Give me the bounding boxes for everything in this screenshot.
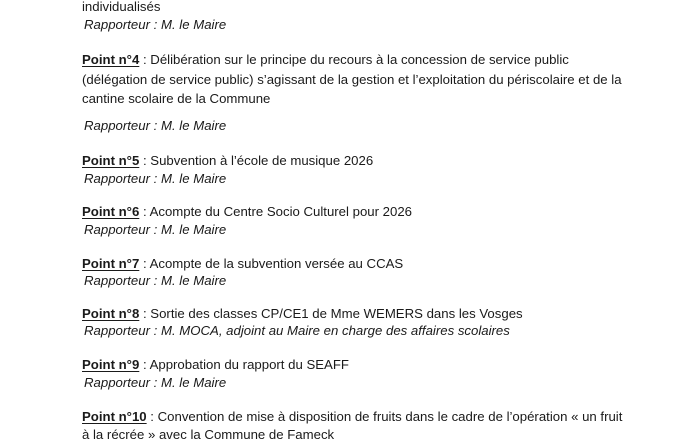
point-text: Convention de mise à disposition de fruits dans le cadre de l’opération « un fruit: [157, 409, 623, 424]
agenda-item-8: [82, 305, 523, 322]
agenda-item-4: [82, 51, 569, 68]
rapporteur-previous: Rapporteur : M. le Maire: [84, 17, 227, 32]
previous-item-text: individualisés: [82, 0, 161, 14]
point-text: Acompte de la subvention versée au CCAS: [149, 256, 404, 271]
point-label: Point n°10: [82, 409, 147, 424]
point-label: Point n°7: [82, 256, 140, 271]
rapporteur-4: Rapporteur : M. le Maire: [84, 118, 227, 133]
rapporteur-8: Rapporteur : M. MOCA, adjoint au Maire en charge des affaires scolaires: [84, 323, 510, 338]
point-separator: :: [146, 409, 158, 424]
point-text: Approbation du rapport du SEAFF: [149, 357, 349, 372]
point-text: Délibération sur le principe du recours à la concession de service public: [150, 52, 569, 67]
point-text: Subvention à l’école de musique 2026: [150, 153, 374, 168]
point-label: Point n°9: [82, 357, 140, 372]
point-separator: :: [139, 306, 151, 321]
point-text: Acompte du Centre Socio Culturel pour 2026: [149, 204, 412, 219]
point-label: Point n°8: [82, 306, 140, 321]
rapporteur-6: Rapporteur : M. le Maire: [84, 222, 227, 237]
point-label: Point n°6: [82, 204, 140, 219]
agenda-item-4-line-2: (délégation de service public) s’agissant de la gestion et l’exploitation du périscolaire et de la: [82, 72, 622, 87]
agenda-item-5: [82, 152, 373, 169]
point-separator: :: [139, 204, 150, 219]
agenda-item-7: [82, 255, 403, 272]
point-separator: :: [139, 256, 150, 271]
rapporteur-5: Rapporteur : M. le Maire: [84, 171, 227, 186]
rapporteur-9: Rapporteur : M. le Maire: [84, 375, 227, 390]
point-separator: :: [139, 357, 150, 372]
agenda-item-10: [82, 408, 622, 425]
agenda-item-4-line-3: cantine scolaire de la Commune: [82, 91, 271, 106]
point-separator: :: [139, 153, 151, 168]
rapporteur-7: Rapporteur : M. le Maire: [84, 273, 227, 288]
point-label: Point n°5: [82, 153, 140, 168]
agenda-item-10-line-2: à la récrée » avec la Commune de Fameck: [82, 427, 335, 442]
agenda-item-9: [82, 356, 349, 373]
point-label: Point n°4: [82, 52, 140, 67]
point-text: Sortie des classes CP/CE1 de Mme WEMERS dans les Vosges: [150, 306, 523, 321]
agenda-item-6: [82, 203, 412, 220]
point-separator: :: [139, 52, 151, 67]
